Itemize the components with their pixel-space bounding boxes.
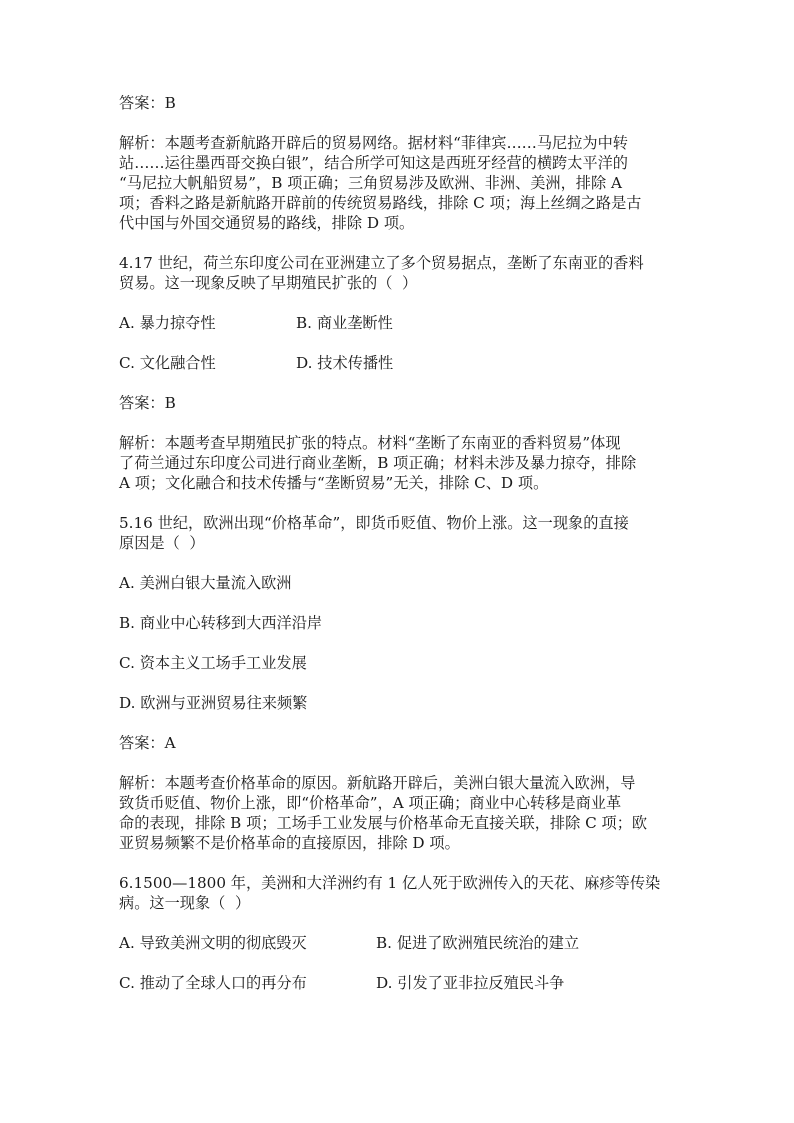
option-c: C. 文化融合性	[119, 354, 216, 372]
question-stem-line: 原因是（ ）	[119, 534, 205, 552]
option-d: D. 引发了亚非拉反殖民斗争	[376, 974, 565, 992]
explanation-line: 解析：本题考查价格革命的原因。新航路开辟后，美洲白银大量流入欧洲，导	[119, 774, 636, 792]
question-stem-line: 5.16 世纪，欧洲出现“价格革命”，即货币贬值、物价上涨。这一现象的直接	[119, 514, 629, 532]
document-page	[119, 93, 679, 993]
option-c: C. 推动了全球人口的再分布	[119, 974, 307, 992]
question-stem-line: 贸易。这一现象反映了早期殖民扩张的（ ）	[119, 274, 418, 292]
option-a: A. 暴力掠夺性	[119, 314, 216, 332]
options-row	[119, 933, 679, 953]
question-4	[119, 253, 679, 293]
answer-q4: 答案：B	[119, 394, 176, 412]
explanation-line: “马尼拉大帆船贸易”，B 项正确；三角贸易涉及欧洲、非洲、美洲，排除 A	[119, 174, 622, 192]
explanation-q5	[119, 773, 679, 853]
explanation-line: 项；香料之路是新航路开辟前的传统贸易路线，排除 C 项；海上丝绸之路是古	[119, 194, 642, 212]
question-stem-line: 6.1500—1800 年，美洲和大洋洲约有 1 亿人死于欧洲传入的天花、麻疹等传染	[119, 874, 661, 892]
explanation-q4	[119, 433, 679, 493]
options-row	[119, 353, 679, 373]
question-5	[119, 513, 679, 553]
explanation-line: A 项；文化融合和技术传播与“垄断贸易”无关，排除 C、D 项。	[119, 474, 549, 492]
answer-q5: 答案：A	[119, 734, 176, 752]
option-c: C. 资本主义工场手工业发展	[119, 654, 307, 672]
option-b: B. 促进了欧洲殖民统治的建立	[376, 934, 580, 952]
explanation-q3	[119, 133, 679, 233]
explanation-line: 站……运往墨西哥交换白银”，结合所学可知这是西班牙经营的横跨太平洋的	[119, 154, 628, 172]
explanation-line: 亚贸易频繁不是价格革命的直接原因，排除 D 项。	[119, 834, 460, 852]
options-row	[119, 973, 679, 993]
explanation-line: 命的表现，排除 B 项；工场手工业发展与价格革命无直接关联，排除 C 项；欧	[119, 814, 648, 832]
question-6	[119, 873, 679, 913]
option-d: D. 欧洲与亚洲贸易往来频繁	[119, 694, 308, 712]
explanation-line: 致货币贬值、物价上涨，即“价格革命”，A 项正确；商业中心转移是商业革	[119, 794, 622, 812]
explanation-line: 解析：本题考查早期殖民扩张的特点。材料“垄断了东南亚的香料贸易”体现	[119, 434, 621, 452]
explanation-line: 解析：本题考查新航路开辟后的贸易网络。据材料“菲律宾……马尼拉为中转	[119, 134, 628, 152]
question-stem-line: 4.17 世纪，荷兰东印度公司在亚洲建立了多个贸易据点，垄断了东南亚的香料	[119, 254, 644, 272]
option-b: B. 商业垄断性	[296, 314, 393, 332]
options-row	[119, 313, 679, 333]
option-b: B. 商业中心转移到大西洋沿岸	[119, 614, 323, 632]
explanation-line: 了荷兰通过东印度公司进行商业垄断，B 项正确；材料未涉及暴力掠夺，排除	[119, 454, 637, 472]
explanation-line: 代中国与外国交通贸易的路线，排除 D 项。	[119, 214, 415, 232]
option-a: A. 美洲白银大量流入欧洲	[119, 574, 292, 592]
question-stem-line: 病。这一现象（ ）	[119, 894, 251, 912]
option-d: D. 技术传播性	[296, 354, 394, 372]
answer-q3: 答案：B	[119, 94, 176, 112]
option-a: A. 导致美洲文明的彻底毁灭	[119, 934, 307, 952]
